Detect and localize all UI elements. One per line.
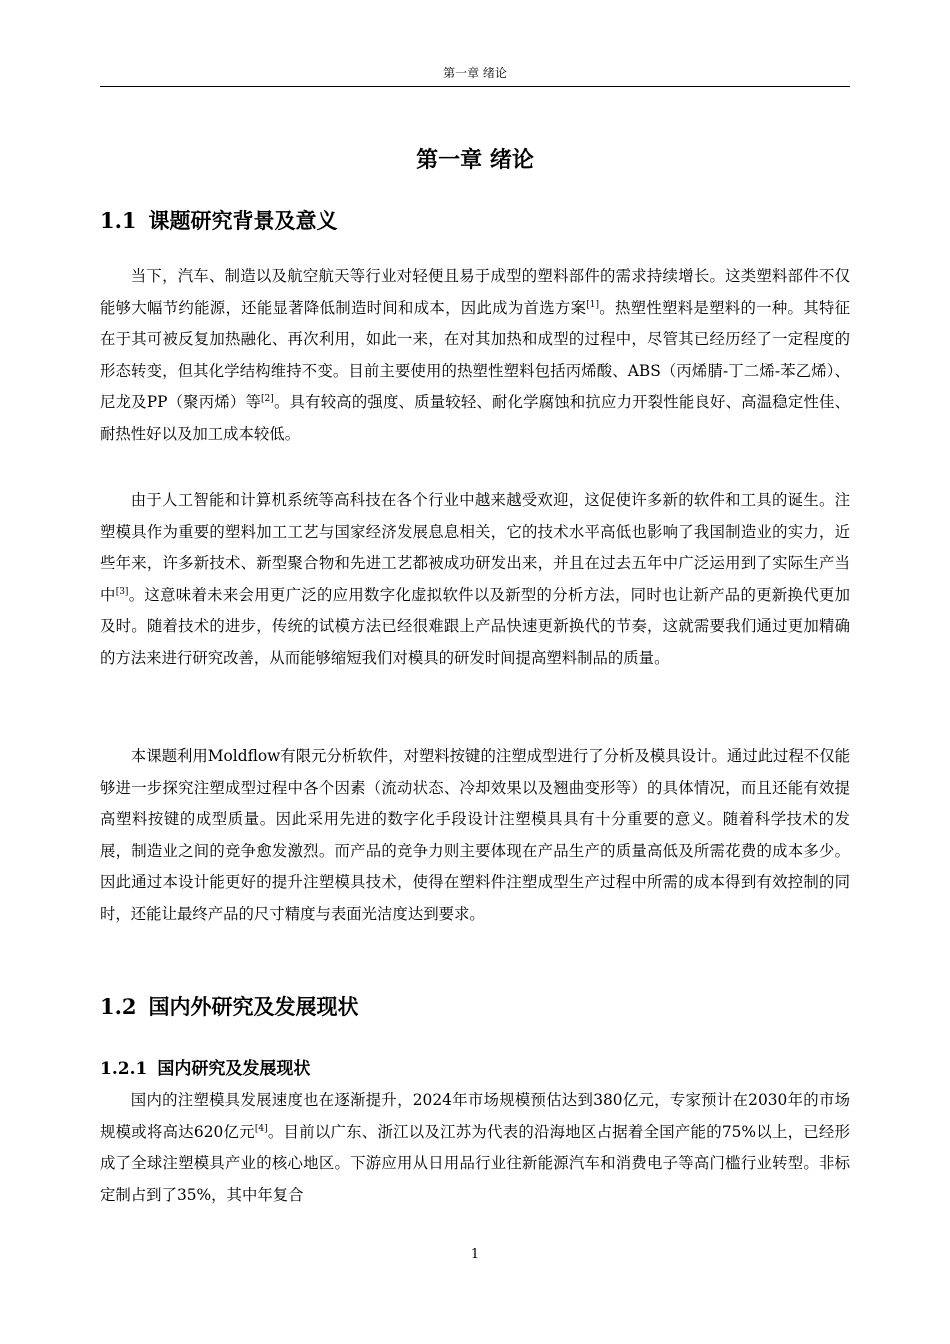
paragraph-1-1-a — [100, 261, 850, 450]
subsection-number: 1.2.1 — [100, 1059, 148, 1079]
paragraph-text: 。目前以广东、浙江以及江苏为代表的沿海地区占据着全国产能的75%以上，已经形成了全球注塑模具产业的核心地区。下游应用从日用品行业往新能源汽车和消费电子等高门槛行业转型。非标定制占到了35%，其中年复合 — [100, 1122, 850, 1204]
page-number: 1 — [470, 1247, 480, 1262]
section-number: 1.2 — [100, 994, 137, 1019]
paragraph-1-1-b — [100, 485, 850, 674]
paragraph-text: 由于人工智能和计算机系统等高科技在各个行业中越来越受欢迎，这促使许多新的软件和工具的诞生。注塑模具作为重要的塑料加工工艺与国家经济发展息息相关，它的技术水平高低也影响了我国制造业的实力，近些年来，许多新技术、新型聚合物和先进工艺都被成功研发出来，并且在过去五年中广泛运用到了实际生产当中 — [100, 491, 850, 604]
running-header: 第一章 绪论 — [443, 66, 507, 80]
citation-ref: [3] — [115, 586, 129, 597]
chapter-title: 第一章 绪论 — [416, 147, 534, 173]
citation-ref: [4] — [254, 1123, 268, 1134]
section-number: 1.1 — [100, 208, 137, 233]
paragraph-text: 。这意味着未来会用更广泛的应用数字化虚拟软件以及新型的分析方法，同时也让新产品的更新换代更加及时。随着技术的进步，传统的试模方法已经很难跟上产品快速更新换代的节奏，这就需要我们通过更加精确的方法来进行研究改善，从而能够缩短我们对模具的研发时间提高塑料制品的质量。 — [100, 585, 850, 667]
paragraph-1-1-c: 本课题利用Moldflow有限元分析软件，对塑料按键的注塑成型进行了分析及模具设计。通过此过程不仅能够进一步探究注塑成型过程中各个因素（流动状态、冷却效果以及翘曲变形等）的具体情况，而且还能有效提高塑料按键的成型质量。因此采用先进的数字化手段设计注塑模具具有十分重要的意义。随着科学技术的发展，制造业之间的竞争愈发激烈。而产品的竞争力则主要体现在产品生产的质量高低及所需花费的成本多少。因此通过本设计能更好的提升注塑模具技术，使得在塑料件注塑成型生产过程中所需的成本得到有效控制的同时，还能让最终产品的尺寸精度与表面光洁度达到要求。 — [100, 747, 850, 923]
citation-ref: [1] — [586, 299, 600, 310]
section-heading-1-2 — [100, 991, 850, 1023]
header-rule — [100, 86, 850, 87]
section-title: 课题研究背景及意义 — [148, 208, 338, 233]
paragraph-text: 国内的注塑模具发展速度也在逐渐提升，2024年市场规模预估达到380亿元，专家预计在2030年的市场规模或将高达620亿元 — [100, 1091, 850, 1141]
subsection-heading-1-2-1 — [100, 1055, 850, 1083]
paragraph-text: 当下，汽车、制造以及航空航天等行业对轻便且易于成型的塑料部件的需求持续增长。这类塑料部件不仅能够大幅节约能源，还能显著降低制造时间和成本，因此成为首选方案 — [100, 267, 850, 317]
citation-ref: [2] — [261, 394, 274, 404]
subsection-title: 国内研究及发展现状 — [157, 1059, 311, 1079]
section-title: 国内外研究及发展现状 — [148, 994, 359, 1019]
paragraph-text: 。具有较高的强度、质量较轻、耐化学腐蚀和抗应力开裂性能良好、高温稳定性佳、耐热性好以及加工成本较低。 — [100, 393, 850, 443]
section-heading-1-1 — [100, 205, 850, 237]
paragraph-1-2-1-a — [100, 1085, 850, 1211]
paragraph-text: 。热塑性塑料是塑料的一种。其特征在于其可被反复加热融化、再次利用，如此一来，在对其加热和成型的过程中，尽管其已经历经了一定程度的形态转变，但其化学结构维持不变。目前主要使用的热塑性塑料包括丙烯酸、ABS（丙烯腈-丁二烯-苯乙烯）、尼龙及PP（聚丙烯）等 — [100, 298, 850, 411]
